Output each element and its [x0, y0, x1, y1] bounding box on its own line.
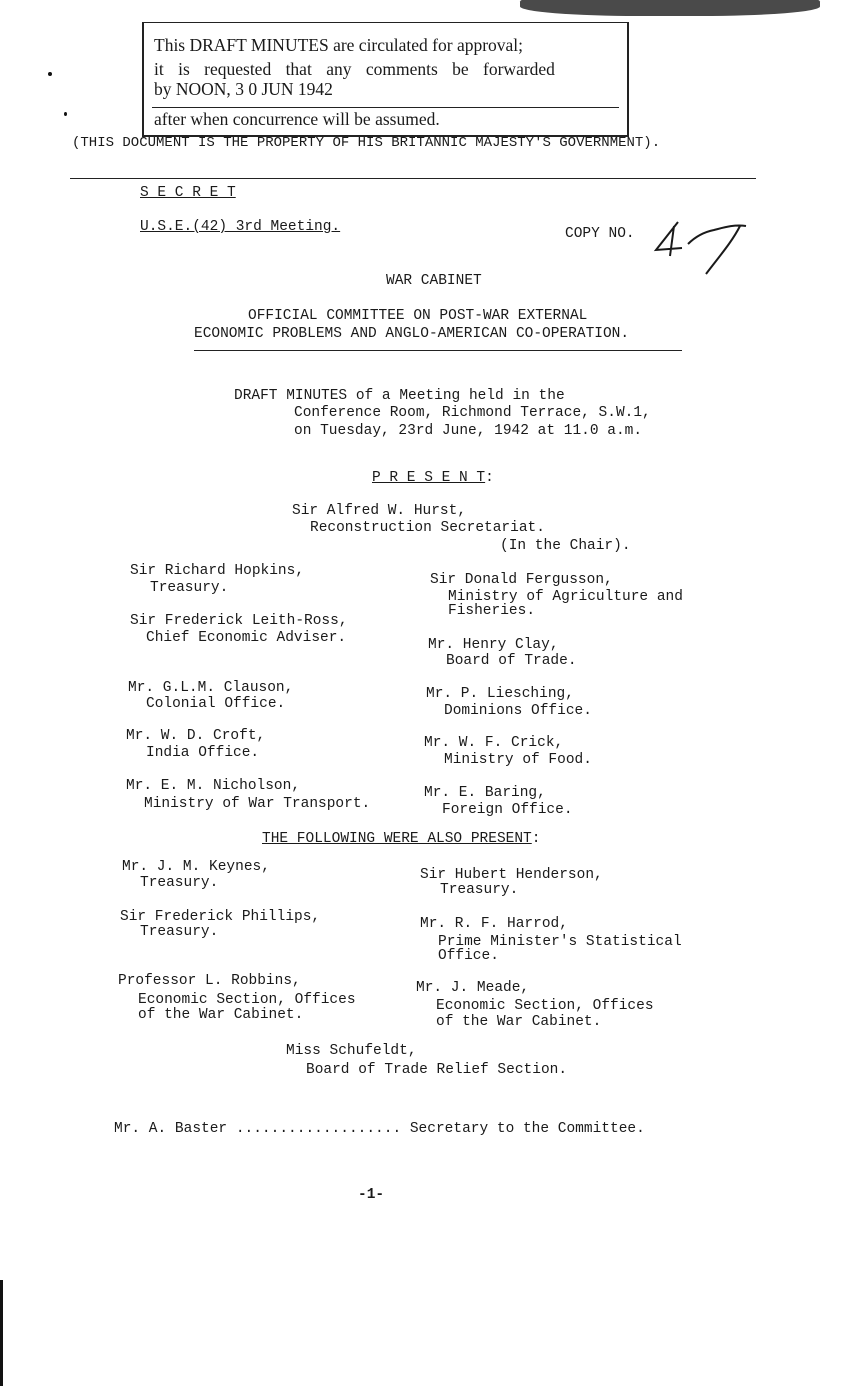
scan-speck — [64, 112, 67, 116]
copy-number-handwritten — [648, 214, 748, 276]
stamp-rule — [152, 107, 619, 108]
header-rule — [70, 178, 756, 179]
page-number: -1- — [358, 1187, 385, 1203]
present-heading-text: P R E S E N T — [372, 470, 486, 486]
attendee-dept: Ministry of Food. — [444, 752, 592, 768]
attendee-dept: Dominions Office. — [444, 703, 592, 719]
chair-role: (In the Chair). — [500, 538, 631, 554]
secretary-role: Secretary to the Committee. — [409, 1121, 645, 1137]
attendee-dept: Treasury. — [140, 924, 219, 940]
attendee-name: Mr. J. Meade, — [416, 980, 530, 996]
committee-rule — [194, 350, 682, 351]
present-heading-colon: : — [485, 470, 494, 486]
attendee-name: Sir Donald Fergusson, — [430, 572, 613, 588]
attendee-name: Professor L. Robbins, — [118, 973, 301, 989]
attendee-dept: Ministry of Agriculture and — [448, 589, 683, 605]
attendee-name: Mr. Henry Clay, — [428, 637, 559, 653]
body-title: WAR CABINET — [386, 273, 482, 289]
classification: S E C R E T — [140, 185, 236, 201]
also-present-heading-colon: : — [531, 831, 541, 847]
attendee-dept: Chief Economic Adviser. — [146, 630, 347, 646]
attendee-name: Mr. J. M. Keynes, — [122, 859, 270, 875]
intro-line-1: DRAFT MINUTES of a Meeting held in the — [234, 388, 565, 404]
secretary-name: Mr. A. Baster — [114, 1121, 228, 1137]
attendee-name: Mr. G.L.M. Clauson, — [128, 680, 294, 696]
attendee-dept: Treasury. — [440, 882, 519, 898]
scan-margin-line — [0, 1280, 3, 1386]
scan-speck — [48, 72, 52, 76]
stamp-line-4: after when concurrence will be assumed. — [154, 109, 440, 129]
present-heading — [372, 470, 494, 487]
attendee-dept: of the War Cabinet. — [138, 1007, 304, 1023]
attendee-dept: Treasury. — [150, 580, 229, 596]
secretary-line — [114, 1121, 645, 1138]
copy-number-mark — [648, 214, 748, 276]
committee-line-1: OFFICIAL COMMITTEE ON POST-WAR EXTERNAL — [248, 308, 588, 324]
attendee-dept: Economic Section, Offices — [436, 998, 654, 1014]
attendee-dept: Board of Trade Relief Section. — [306, 1062, 568, 1078]
attendee-dept: Office. — [438, 948, 499, 964]
copy-label: COPY NO. — [565, 226, 635, 242]
attendee-dept: Foreign Office. — [442, 802, 573, 818]
scan-smudge — [520, 0, 820, 16]
attendee-name: Sir Frederick Phillips, — [120, 909, 321, 925]
stamp-deadline-label: by NOON, — [154, 79, 236, 99]
attendee-dept: Treasury. — [140, 875, 219, 891]
attendee-name: Sir Richard Hopkins, — [130, 563, 305, 579]
property-notice: (THIS DOCUMENT IS THE PROPERTY OF HIS BRITANNIC MAJESTY'S GOVERNMENT). — [72, 135, 661, 151]
attendee-name: Sir Hubert Henderson, — [420, 867, 603, 883]
attendee-dept: Board of Trade. — [446, 653, 577, 669]
attendee-name: Mr. R. F. Harrod, — [420, 916, 568, 932]
attendee-name: Mr. E. Baring, — [424, 785, 546, 801]
attendee-dept: Prime Minister's Statistical — [438, 934, 682, 950]
chair-name: Sir Alfred W. Hurst, — [292, 503, 467, 519]
stamp-deadline-date: 3 0 JUN 1942 — [235, 79, 333, 99]
meeting-reference: U.S.E.(42) 3rd Meeting. — [140, 219, 341, 235]
stamp-line-3 — [154, 79, 333, 100]
attendee-name: Sir Frederick Leith-Ross, — [130, 613, 348, 629]
secretary-leader: ................... — [235, 1121, 402, 1137]
attendee-dept: Economic Section, Offices — [138, 992, 356, 1008]
circulation-stamp — [142, 22, 629, 137]
attendee-name: Mr. W. F. Crick, — [424, 735, 564, 751]
stamp-line-2: it is requested that any comments be forwarded — [154, 59, 555, 79]
attendee-name: Mr. W. D. Croft, — [126, 728, 266, 744]
intro-line-3: on Tuesday, 23rd June, 1942 at 11.0 a.m. — [294, 423, 643, 439]
attendee-name: Miss Schufeldt, — [286, 1043, 417, 1059]
attendee-name: Mr. P. Liesching, — [426, 686, 574, 702]
attendee-dept: Ministry of War Transport. — [144, 796, 371, 812]
attendee-dept: Fisheries. — [448, 603, 536, 619]
attendee-dept: of the War Cabinet. — [436, 1014, 602, 1030]
committee-line-2: ECONOMIC PROBLEMS AND ANGLO-AMERICAN CO-OPERATION. — [194, 326, 630, 342]
intro-line-2: Conference Room, Richmond Terrace, S.W.1, — [294, 405, 651, 421]
chair-dept: Reconstruction Secretariat. — [310, 520, 545, 536]
also-present-heading — [262, 831, 540, 848]
stamp-line-1: This DRAFT MINUTES are circulated for approval; — [154, 35, 524, 55]
attendee-dept: India Office. — [146, 745, 260, 761]
attendee-name: Mr. E. M. Nicholson, — [126, 778, 301, 794]
attendee-dept: Colonial Office. — [146, 696, 286, 712]
also-present-heading-text: THE FOLLOWING WERE ALSO PRESENT — [262, 831, 532, 847]
